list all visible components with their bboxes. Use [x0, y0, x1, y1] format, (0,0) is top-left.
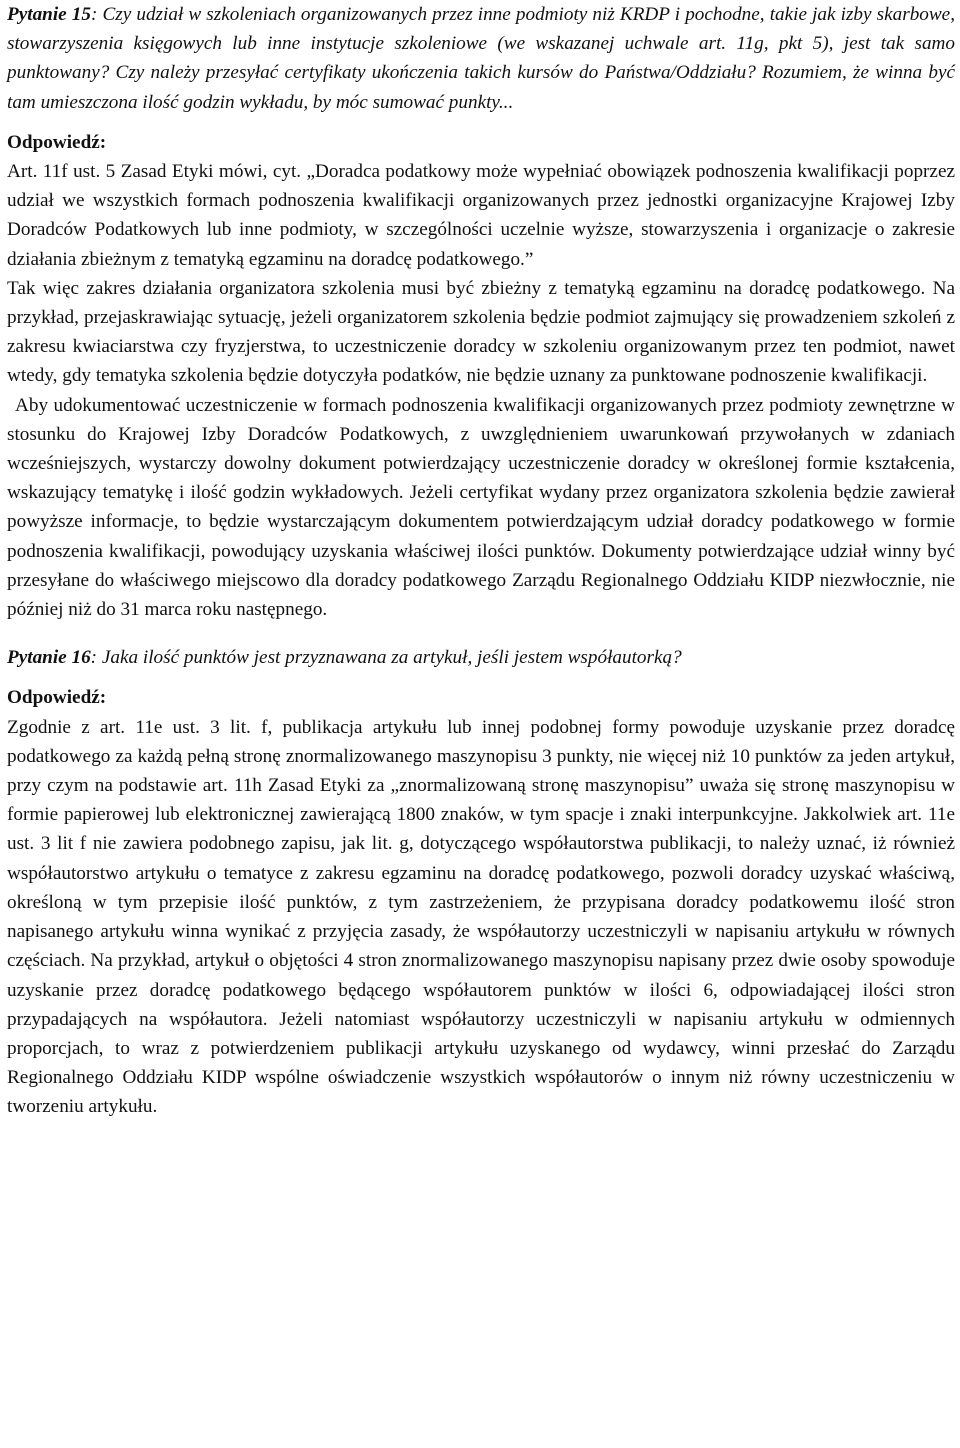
question-16-label: Pytanie 16: [7, 647, 91, 669]
question-15-label: Pytanie 15: [7, 4, 91, 25]
answer-15-paragraph-1: Art. 11f ust. 5 Zasad Etyki mówi, cyt. „Doradca podatkowy może wypełniać obowiązek podnoszenia kwalifikacji poprzez udział we wszystkich formach podnoszenia kwalifikacji organizowanych przez jednostki organizacyjne Krajowej Izby Doradców Podatkowych lub inne podmioty, w szczególności uczelnie wyższe, stowarzyszenia i organizacje o zakresie działania zbieżnym z tematyką egzaminu na doradcę podatkowego.”: [7, 161, 955, 270]
document-page: [7, 0, 955, 1122]
section-spacer: [7, 624, 955, 643]
answer-16-label: Odpowiedź:: [7, 687, 107, 709]
question-16-text: : Jaka ilość punktów jest przyznawana za artykuł, jeśli jestem współautorką?: [90, 647, 682, 669]
answer-15-paragraph-2: Tak więc zakres działania organizatora szkolenia musi być zbieżny z tematyką egzaminu na doradcę podatkowego. Na przykład, przejaskrawiając sytuację, jeżeli organizatorem szkolenia będzie podmiot zajmujący się prowadzeniem szkoleń z zakresu kwiaciarstwa czy fryzjerstwa, to uczestniczenie doradcy w szkoleniu organizowanym przez ten podmiot, nawet wtedy, gdy tematyka szkolenia będzie dotyczyła podatków, nie będzie uznany za punktowane podnoszenie kwalifikacji.: [7, 277, 955, 387]
answer-16-paragraph-1: Zgodnie z art. 11e ust. 3 lit. f, publikacja artykułu lub innej podobnej formy powoduje uzyskanie przez doradcę podatkowego za każdą pełną stronę znormalizowanego maszynopisu 3 punkty, nie więcej niż 10 punktów za jeden artykuł, przy czym na podstawie art. 11h Zasad Etyki za „znormalizowaną stronę maszynopisu” uważa się stronę maszynopisu w formie papierowej lub elektronicznej zawierającą 1800 znaków, w tym spacje i znaki interpunkcyjne. Jakkolwiek art. 11e ust. 3 lit f nie zawiera podobnego zapisu, jak lit. g, dotyczącego współautorstwa publikacji, to należy uznać, iż również współautorstwo artykułu o tematyce z zakresu egzaminu na doradcę podatkowego, pozwoli doradcy uzyskać właściwą, określoną w tym przepisie ilość punktów, z tym zastrzeżeniem, że przypisana doradcy podatkowemu ilość stron napisanego artykułu winna wynikać z przyjęcia zasady, że współautorzy uczestniczyli w napisaniu artykułu w równych częściach. Na przykład, artykuł o objętości 4 stron znormalizowanego maszynopisu napisany przez dwie osoby spowoduje uzyskanie przez doradcę podatkowego będącego współautorem punktów w ilości 6, odpowiadającej ilości stron przypadających na współautora. Jeżeli natomiast współautorzy uczestniczyli w napisaniu artykułu w odmiennych proporcjach, to wraz z potwierdzeniem publikacji artykułu uzyskanego od wydawcy, winni przesłać do Zarządu Regionalnego Oddziału KIDP wspólne oświadczenie wszystkich współautorów o innym niż równy uczestniczeniu w tworzeniu artykułu.: [7, 716, 955, 1118]
question-15-text: : Czy udział w szkoleniach organizowanych przez inne podmioty niż KRDP i pochodne, takie jak izby skarbowe, stowarzyszenia księgowych lub inne instytucje szkoleniowe (we wskazanej uchwale art. 11g, pkt 5), jest tak samo punktowany? Czy należy przesyłać certyfikaty ukończenia takich kursów do Państwa/Oddziału? Rozumiem, że winna być tam umieszczona ilość godzin wykładu, by móc sumować punkty...: [7, 4, 955, 113]
question-16: [7, 643, 955, 672]
answer-15-label: Odpowiedź:: [7, 131, 107, 153]
question-15: [7, 0, 955, 117]
answer-15-paragraph-3: Aby udokumentować uczestniczenie w formach podnoszenia kwalifikacji organizowanych przez podmioty zewnętrzne w stosunku do Krajowej Izby Doradców Podatkowych, z uwzględnieniem uwarunkowań przywołanych w zdaniach wcześniejszych, wystarczy dowolny dokument potwierdzający uczestniczenie doradcy w określonej formie kształcenia, wskazujący tematykę i ilość godzin wykładowych. Jeżeli certyfikat wydany przez organizatora szkolenia będzie zawierał powyższe informacje, to będzie wystarczającym dokumentem potwierdzającym udział doradcy podatkowego w formie podnoszenia kwalifikacji, powodujący uzyskania właściwej ilości punktów. Dokumenty potwierdzające udział winny być przesyłane do właściwego miejscowo dla doradcy podatkowego Zarządu Regionalnego Oddziału KIDP niezwłocznie, nie później niż do 31 marca roku następnego.: [7, 394, 955, 621]
